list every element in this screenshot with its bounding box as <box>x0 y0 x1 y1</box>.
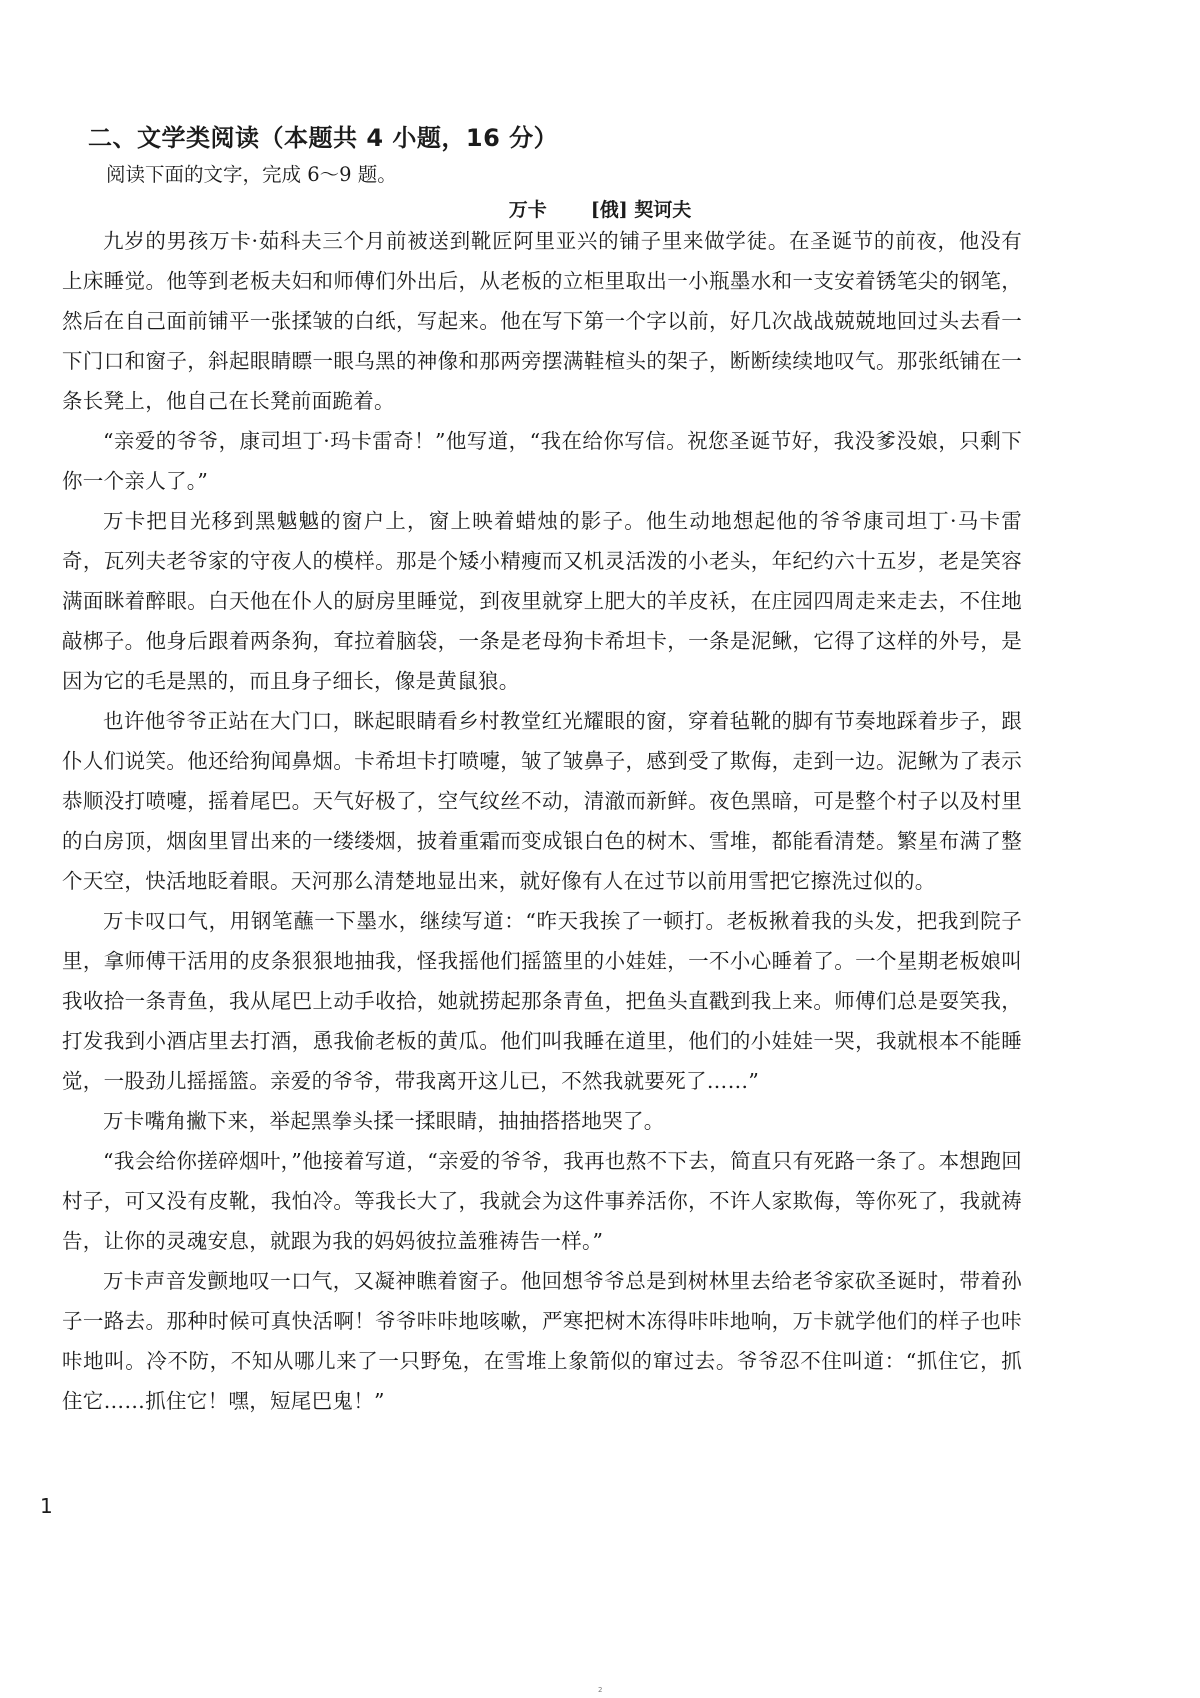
paragraph: 万卡嘴角撇下来，举起黑拳头揉一揉眼睛，抽抽搭搭地哭了。 <box>103 1109 665 1133</box>
paragraph: 万卡把目光移到黑魆魆的窗户上，窗上映着蜡烛的影子。他生动地想起他的爷爷康司坦丁·马卡雷奇，瓦列夫老爷家的守夜人的模样。那是个矮小精瘦而又机灵活泼的小老头，年纪约六十五岁，老是笑容满面眯着醉眼。白天他在仆人的厨房里睡觉，到夜里就穿上肥大的羊皮袄，在庄园四周走来走去，不住地敲梆子。他身后跟着两条狗，耷拉着脑袋，一条是老母狗卡希坦卡，一条是泥鳅，它得了这样的外号，是因为它的毛是黑的，而且身子细长，像是黄鼠狼。 <box>62 509 1022 693</box>
page-number: 1 <box>40 1494 53 1518</box>
story-heading <box>0 195 1200 222</box>
reading-instruction: 阅读下面的文字，完成 6～9 题。 <box>106 163 397 186</box>
story-author: [俄] 契诃夫 <box>590 199 692 221</box>
paragraph: 也许他爷爷正站在大门口，眯起眼睛看乡村教堂红光耀眼的窗，穿着毡靴的脚有节奏地踩着步子，跟仆人们说笑。他还给狗闻鼻烟。卡希坦卡打喷嚏，皱了皱鼻子，感到受了欺侮，走到一边。泥鳅为了表示恭顺没打喷嚏，摇着尾巴。天气好极了，空气纹丝不动，清澈而新鲜。夜色黑暗，可是整个村子以及村里的白房顶，烟囱里冒出来的一缕缕烟，披着重霜而变成银白色的树木、雪堆，都能看清楚。繁星布满了整个天空，快活地眨着眼。天河那么清楚地显出来，就好像有人在过节以前用雪把它擦洗过似的。 <box>62 709 1022 893</box>
footer-mark: 2 <box>598 1686 603 1694</box>
paragraph: “亲爱的爷爷，康司坦丁·玛卡雷奇！”他写道，“我在给你写信。祝您圣诞节好，我没爹没娘，只剩下你一个亲人了。” <box>62 429 1022 493</box>
section-title: 二、文学类阅读（本题共 4 小题，16 分） <box>88 124 559 152</box>
story-title: 万卡 <box>508 199 547 221</box>
story-body <box>62 221 1022 1421</box>
paragraph: “我会给你搓碎烟叶，”他接着写道，“亲爱的爷爷，我再也熬不下去，简直只有死路一条了。本想跑回村子，可又没有皮靴，我怕冷。等我长大了，我就会为这件事养活你，不许人家欺侮，等你死了，我就祷告，让你的灵魂安息，就跟为我的妈妈彼拉盖雅祷告一样。” <box>62 1149 1022 1253</box>
paragraph: 万卡叹口气，用钢笔蘸一下墨水，继续写道：“昨天我挨了一顿打。老板揪着我的头发，把我到院子里，拿师傅干活用的皮条狠狠地抽我，怪我摇他们摇篮里的小娃娃，一不小心睡着了。一个星期老板娘叫我收拾一条青鱼，我从尾巴上动手收拾，她就捞起那条青鱼，把鱼头直戳到我上来。师傅们总是耍笑我，打发我到小酒店里去打酒，恿我偷老板的黄瓜。他们叫我睡在道里，他们的小娃娃一哭，我就根本不能睡觉，一股劲儿摇摇篮。亲爱的爷爷，带我离开这儿已，不然我就要死了……” <box>62 909 1022 1093</box>
paragraph: 万卡声音发颤地叹一口气，又凝神瞧着窗子。他回想爷爷总是到树林里去给老爷家砍圣诞时，带着孙子一路去。那种时候可真快活啊！爷爷咔咔地咳嗽，严寒把树木冻得咔咔地响，万卡就学他们的样子也咔咔地叫。冷不防，不知从哪儿来了一只野兔，在雪堆上象箭似的窜过去。爷爷忍不住叫道：“抓住它，抓住它……抓住它！嘿，短尾巴鬼！” <box>62 1269 1022 1413</box>
paragraph: 九岁的男孩万卡·茹科夫三个月前被送到靴匠阿里亚兴的铺子里来做学徒。在圣诞节的前夜，他没有上床睡觉。他等到老板夫妇和师傅们外出后，从老板的立柜里取出一小瓶墨水和一支安着锈笔尖的钢笔，然后在自己面前铺平一张揉皱的白纸，写起来。他在写下第一个字以前，好几次战战兢兢地回过头去看一下门口和窗子，斜起眼睛瞟一眼乌黑的神像和那两旁摆满鞋楦头的架子，断断续续地叹气。那张纸铺在一条长凳上，他自己在长凳前面跪着。 <box>62 229 1022 413</box>
